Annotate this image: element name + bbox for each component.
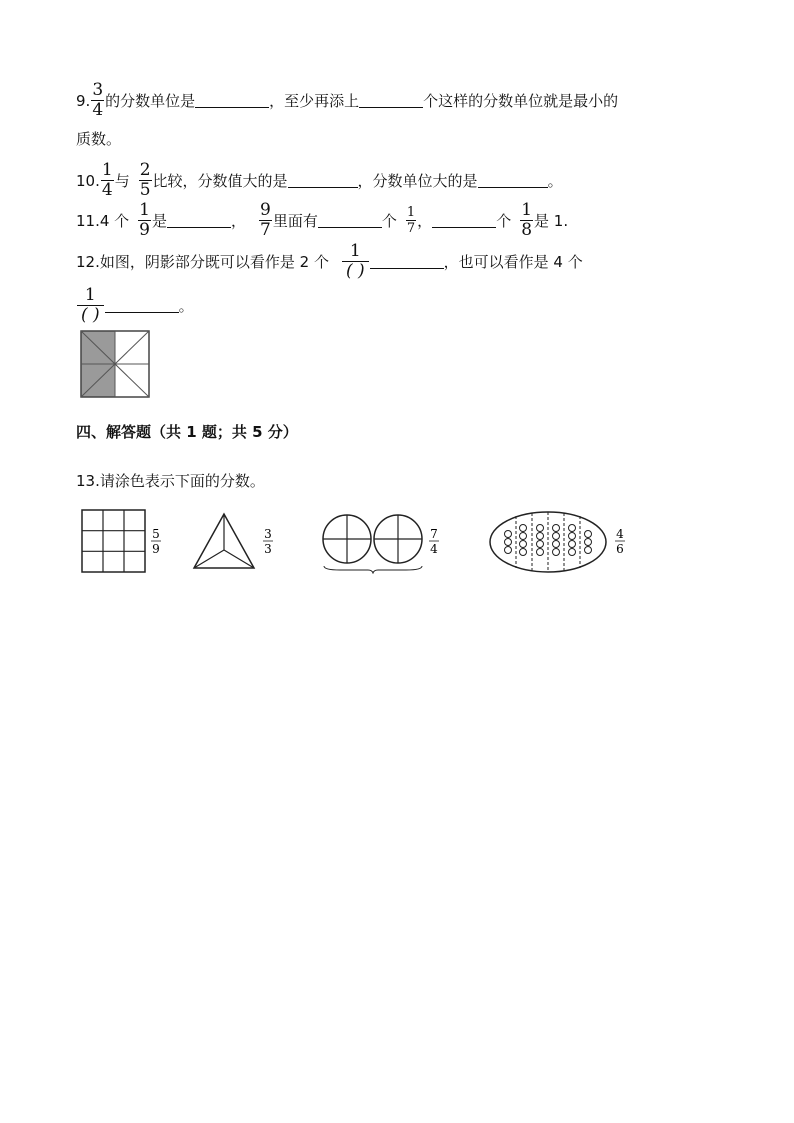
answer-blank[interactable] — [432, 213, 496, 228]
fraction-1-9: $\frac{1}{9}$ — [139, 200, 150, 240]
fraction-9-7: $\frac{9}{7}$ — [260, 200, 271, 240]
section-heading: 四、解答题（共 1 题；共 5 分） — [76, 423, 298, 441]
fraction-2-5: $\frac{2}{5}$ — [139, 160, 151, 200]
answer-blank[interactable] — [167, 213, 231, 228]
question-11: 11.4 个 $\frac{1}{9}$ 是 ， $\frac{9}{7}$ 里面有 个 $\frac{1}{7}$ ， 个 $\frac{1}{8}$ 是 1. — [76, 200, 569, 240]
fraction-denominator: 6 — [616, 542, 624, 556]
ellipse-figure[interactable] — [488, 508, 633, 576]
question-9: 9. $\frac{3}{4}$ 的分数单位是 ，至少再添上 个这样的分数单位就是最小的 — [76, 80, 619, 120]
fraction-numerator: 7 — [430, 527, 438, 541]
triangle-figure[interactable] — [192, 510, 282, 572]
brace — [324, 566, 422, 573]
question-12-cont: $\frac{1}{( )}$ 。 — [76, 287, 194, 324]
q9-number: 9. — [76, 91, 91, 110]
answer-blank[interactable] — [288, 173, 358, 188]
fraction-denominator: 9 — [152, 542, 160, 556]
fraction-denominator: 3 — [264, 542, 272, 556]
answer-blank[interactable] — [318, 213, 382, 228]
fraction-3-4: $\frac{3}{4}$ — [92, 80, 104, 120]
shaded-square-figure — [80, 330, 150, 398]
fraction-numerator: 5 — [152, 527, 160, 541]
fraction-numerator: 3 — [264, 527, 272, 541]
fraction-1-4: $\frac{1}{4}$ — [101, 160, 113, 200]
grid-figure[interactable] — [80, 508, 170, 574]
question-13: 13.请涂色表示下面的分数。 — [76, 472, 265, 490]
answer-blank[interactable] — [105, 298, 179, 313]
question-9-cont: 质数。 — [76, 130, 122, 148]
question-12: 12. 如图，阴影部分既可以看作是 2 个 $\frac{1}{( )}$ ，也可以看作是 4 个 — [76, 241, 583, 281]
question-10: 10. $\frac{1}{4}$ 与 $\frac{2}{5}$ 比较，分数值大的是 ，分数单位大的是 。 — [76, 160, 563, 200]
fraction-1-paren: $\frac{1}{( )}$ — [77, 287, 104, 324]
fraction-1-7: $\frac{1}{7}$ — [406, 205, 416, 236]
fraction-1-8: $\frac{1}{8}$ — [521, 200, 533, 240]
answer-blank[interactable] — [370, 254, 444, 269]
fraction-1-paren: $\frac{1}{( )}$ — [342, 243, 369, 280]
fraction-denominator: 4 — [430, 542, 438, 556]
answer-blank[interactable] — [195, 93, 269, 108]
answer-blank[interactable] — [478, 173, 548, 188]
answer-blank[interactable] — [359, 93, 423, 108]
two-circles-figure[interactable] — [320, 510, 445, 574]
fraction-numerator: 4 — [616, 527, 624, 541]
